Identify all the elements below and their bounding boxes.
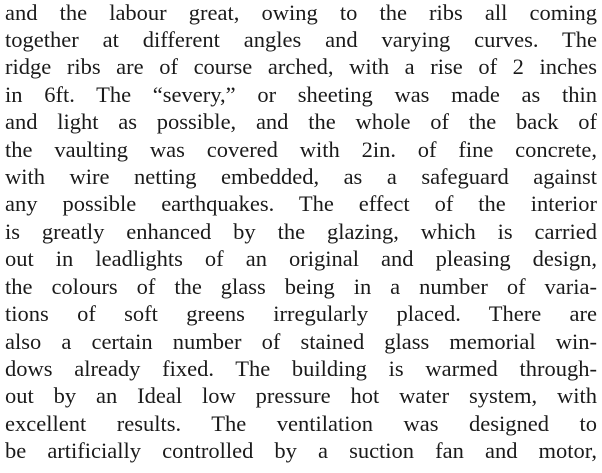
text-line: together at different angles and varying curves. The <box>5 27 597 52</box>
text-line: the vaulting was covered with 2in. of fine concrete, <box>5 137 597 162</box>
text-line: dows already fixed. The building is warmed through- <box>5 356 597 381</box>
text-line: any possible earthquakes. The effect of the interior <box>5 191 597 216</box>
text-line: the colours of the glass being in a number of varia- <box>5 274 597 299</box>
text-line: and the labour great, owing to the ribs all coming <box>5 0 597 25</box>
text-line: be artificially controlled by a suction fan and motor, <box>5 438 597 463</box>
text-line: with wire netting embedded, as a safeguard against <box>5 164 597 189</box>
text-line: out in leadlights of an original and pleasing design, <box>5 246 597 271</box>
text-line: excellent results. The ventilation was designed to <box>5 411 597 436</box>
text-line: out by an Ideal low pressure hot water system, with <box>5 383 597 408</box>
text-line: is greatly enhanced by the glazing, which is carried <box>5 219 597 244</box>
text-line: tions of soft greens irregularly placed. There are <box>5 301 597 326</box>
text-line: in 6ft. The “severy,” or sheeting was made as thin <box>5 82 597 107</box>
text-line: and light as possible, and the whole of the back of <box>5 109 597 134</box>
text-line: also a certain number of stained glass memorial win- <box>5 329 597 354</box>
text-line: ridge ribs are of course arched, with a rise of 2 inches <box>5 54 597 79</box>
